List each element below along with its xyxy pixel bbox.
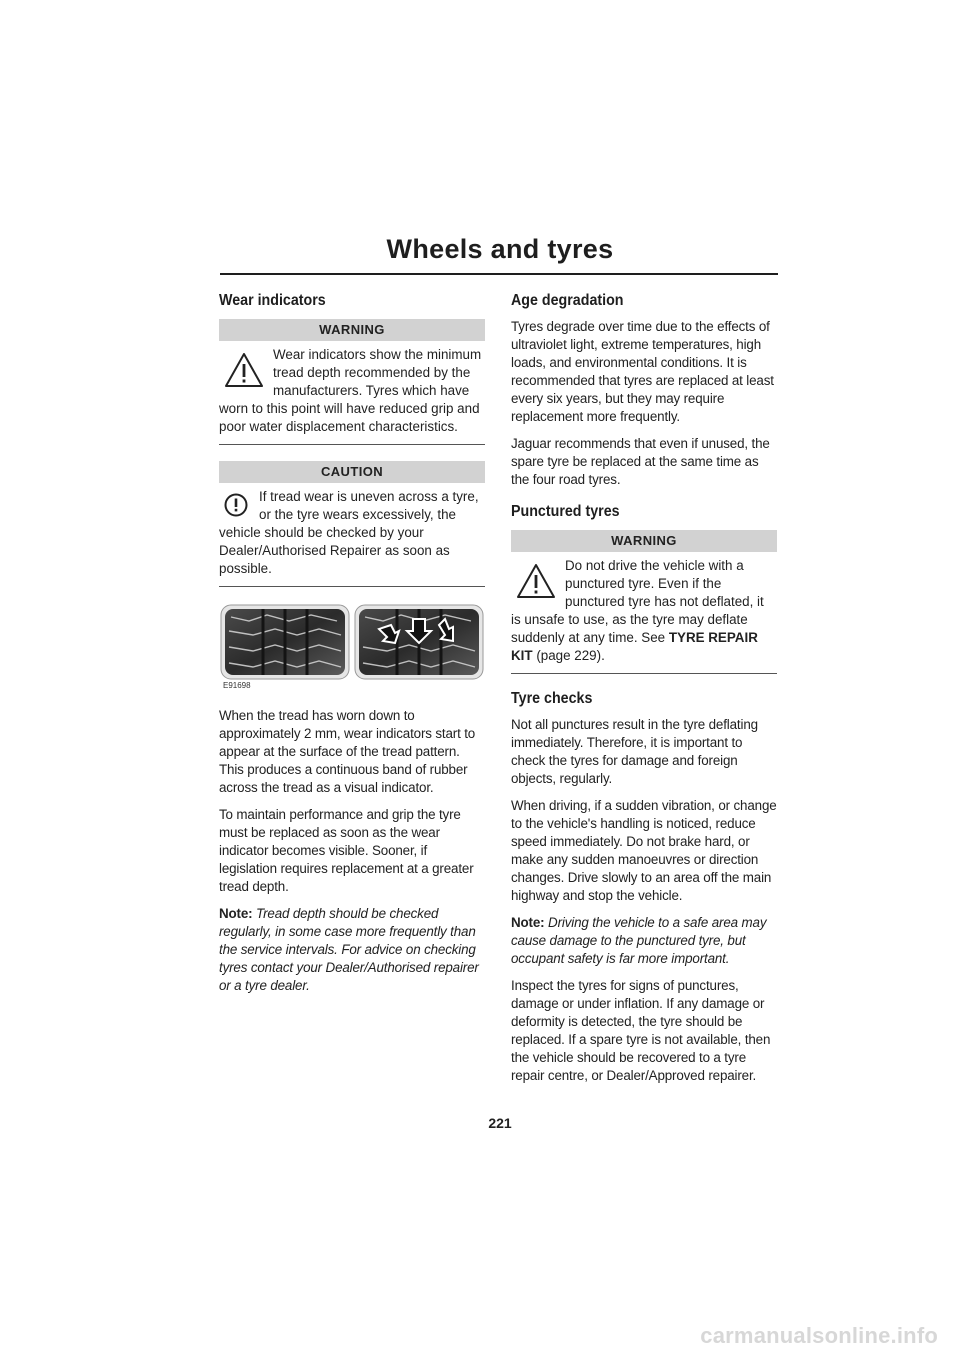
tyre-tread-illustration (219, 603, 485, 695)
note-label: Note: (511, 915, 545, 930)
right-column (511, 292, 777, 1094)
caution-box (219, 461, 485, 587)
paragraph: To maintain performance and grip the tyre must be replaced as soon as the wear indicator becomes visible. Sooner, if legislation requires replacement at a greater tread depth. (219, 807, 474, 894)
warning-label: WARNING (219, 319, 485, 341)
heading-age-degradation: Age degradation (511, 292, 624, 309)
warning-box-wear (219, 319, 485, 445)
note (219, 905, 485, 995)
warning-text-puncture: Do not drive the vehicle with a punctured tyre. Even if the punctured tyre has not deflated, it is unsafe to use, as the tyre may deflate suddenly at any time. See (511, 558, 764, 645)
caution-text: If tread wear is uneven across a tyre, or the tyre wears excessively, the vehicle should be checked by your Dealer/Authorised Repairer as soon as possible. (219, 489, 479, 576)
watermark: carmanualsonline.info (700, 1323, 938, 1348)
warning-box-puncture (511, 530, 777, 674)
paragraph: When driving, if a sudden vibration, or change to the vehicle's handling is noticed, reduce speed immediately. Do not brake hard, or make any sudden manoeuvres or direction changes. Drive slowly to an area off the main highway and stop the vehicle. (511, 798, 777, 903)
paragraph: Tyres degrade over time due to the effects of ultraviolet light, extreme temperatures, high loads, and environmental conditions. It is recommended that tyres are replaced at least every six years, but they may require replacement more frequently. (511, 319, 774, 424)
warning-label: WARNING (511, 530, 777, 552)
title-rule (220, 273, 778, 275)
paragraph: Inspect the tyres for signs of punctures, damage or under inflation. If any damage or deformity is detected, the tyre should be replaced. If a spare tyre is not available, then the vehicle should be recovered to a tyre repair centre, or Dealer/Approved repairer. (511, 978, 771, 1083)
tyre-tread-figure (219, 603, 485, 695)
page-title: Wheels and tyres (386, 234, 614, 264)
heading-tyre-checks: Tyre checks (511, 690, 593, 707)
paragraph: Jaguar recommends that even if unused, the spare tyre be replaced at the same time as the four road tyres. (511, 436, 770, 487)
paragraph: When the tread has worn down to approximately 2 mm, wear indicators start to appear at the surface of the tread pattern. This produces a continuous band of rubber across the tread as a visual indicator. (219, 708, 476, 795)
note (511, 914, 777, 968)
note-label: Note: (219, 906, 253, 921)
warning-text-wear: Wear indicators show the minimum tread depth recommended by the manufacturers. Tyres which have worn to this point will have reduced grip and poor water displacement characteristics. (219, 347, 482, 434)
xref-page: (page 229). (536, 648, 605, 663)
warning-triangle-icon (515, 561, 557, 603)
figure-label: E91698 (223, 681, 251, 690)
note-text: Tread depth should be checked regularly, in some case more frequently than the service intervals. For advice on checking tyres contact your Dealer/Authorised repairer or a tyre dealer. (219, 906, 479, 993)
paragraph: Not all punctures result in the tyre deflating immediately. Therefore, it is important to check the tyres for damage and foreign objects, regularly. (511, 717, 758, 786)
left-column (219, 292, 485, 1004)
page-number: 221 (488, 1115, 512, 1131)
xref-tyre-repair-kit[interactable]: TYRE REPAIR KIT (511, 630, 758, 663)
heading-punctured-tyres: Punctured tyres (511, 503, 620, 520)
note-text: Driving the vehicle to a safe area may cause damage to the punctured tyre, but occupant safety is far more important. (511, 915, 767, 966)
heading-wear-indicators: Wear indicators (219, 292, 326, 309)
caution-circle-icon (223, 492, 249, 518)
caution-label: CAUTION (219, 461, 485, 483)
warning-triangle-icon (223, 350, 265, 392)
